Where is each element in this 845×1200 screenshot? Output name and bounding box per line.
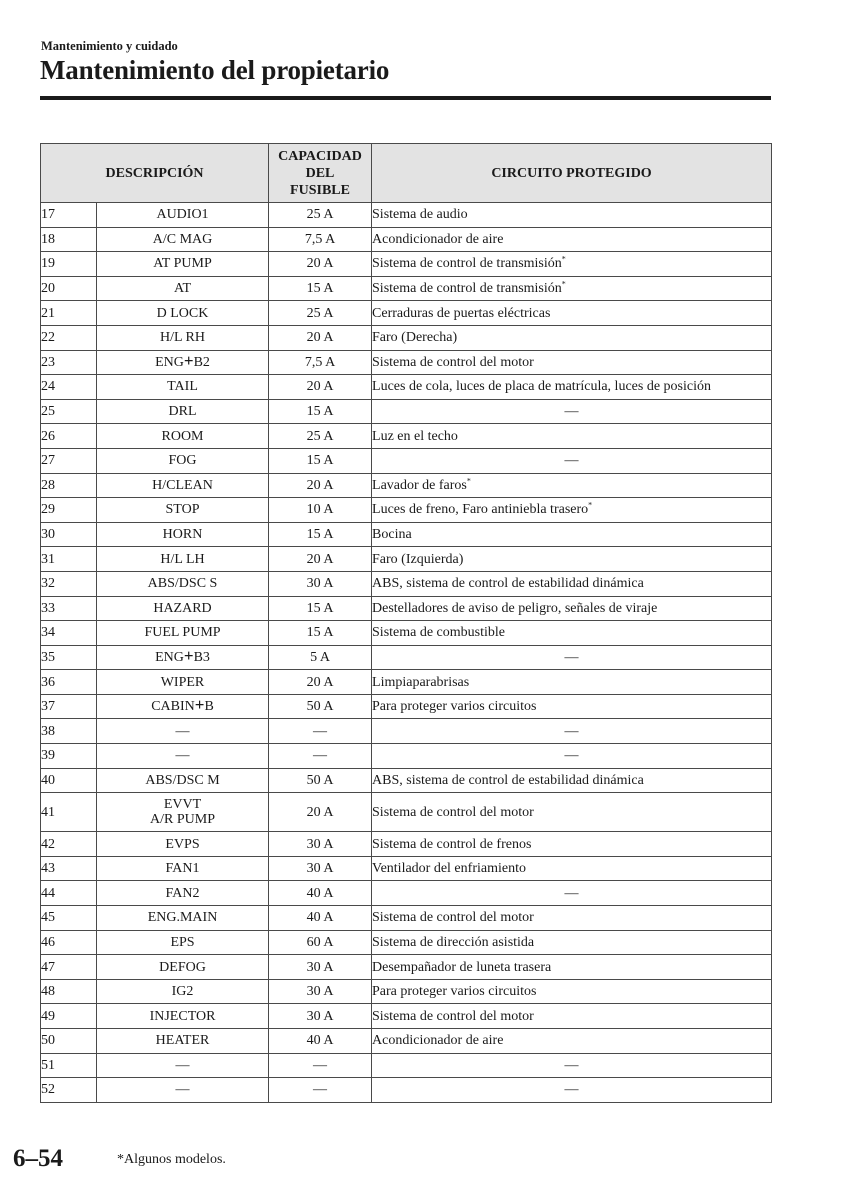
fuse-capacity: 5 A [269,645,372,670]
protected-circuit [372,350,772,375]
capacity-header-line: CAPACIDAD [278,148,362,164]
table-row [41,203,772,228]
protected-circuit [372,744,772,769]
fuse-number: 33 [41,596,97,621]
table-row [41,881,772,906]
fuse-number: 29 [41,498,97,523]
protected-circuit-text: — [564,723,579,739]
fuse-description-prefix: ENG [155,649,184,665]
fuse-number: 48 [41,979,97,1004]
fuse-capacity: 30 A [269,979,372,1004]
table-row [41,768,772,793]
protected-circuit [372,276,772,301]
fuse-number: 21 [41,301,97,326]
fuse-capacity: 30 A [269,856,372,881]
fuse-capacity: 20 A [269,375,372,400]
table-row [41,979,772,1004]
fuse-description [97,694,269,719]
fuse-description-suffix: B2 [193,354,210,370]
fuse-number: 46 [41,930,97,955]
protected-circuit [372,645,772,670]
protected-circuit-text: Ventilador del enfriamiento [372,861,526,877]
plus-icon: + [183,645,194,665]
fuse-capacity: 20 A [269,473,372,498]
fuse-capacity: 25 A [269,424,372,449]
fuse-capacity: 40 A [269,1029,372,1054]
protected-circuit-text: — [564,748,579,764]
table-row [41,793,772,832]
fuse-number: 50 [41,1029,97,1054]
fuse-capacity: 10 A [269,498,372,523]
fuse-number: 49 [41,1004,97,1029]
protected-circuit-text: ABS, sistema de control de estabilidad dinámica [372,576,644,592]
table-row [41,1004,772,1029]
protected-circuit [372,621,772,646]
protected-circuit-text: — [564,1057,579,1073]
fuse-capacity: 50 A [269,694,372,719]
table-row [41,375,772,400]
fuse-description: IG2 [97,979,269,1004]
protected-circuit-text: Sistema de audio [372,207,468,223]
protected-circuit [372,571,772,596]
fuse-description: TAIL [97,375,269,400]
protected-circuit-text: Faro (Derecha) [372,330,458,346]
fuse-description: FOG [97,448,269,473]
protected-circuit-text: Sistema de control del motor [372,1008,534,1024]
table-row [41,670,772,695]
table-row [41,571,772,596]
fuse-description-suffix: B3 [193,649,210,665]
fuse-capacity: 60 A [269,930,372,955]
fuse-number: 20 [41,276,97,301]
fuse-number: 31 [41,547,97,572]
fuse-description: H/L RH [97,325,269,350]
fuse-capacity: 25 A [269,203,372,228]
fuse-description: ABS/DSC M [97,768,269,793]
fuse-description: A/C MAG [97,227,269,252]
fuse-capacity: 15 A [269,276,372,301]
fuse-number: 27 [41,448,97,473]
plus-icon: + [183,350,194,370]
table-row [41,930,772,955]
fuse-capacity: 40 A [269,906,372,931]
protected-circuit [372,399,772,424]
fuse-capacity: 20 A [269,252,372,277]
fuse-capacity: 15 A [269,596,372,621]
protected-circuit-text: Sistema de control del motor [372,804,534,820]
fuse-capacity: 30 A [269,1004,372,1029]
table-row [41,1078,772,1103]
protected-circuit-text: Lavador de faros [372,477,467,493]
fuse-description-line: A/R PUMP [150,812,215,828]
fuse-description: FAN2 [97,881,269,906]
protected-circuit [372,473,772,498]
protected-circuit-text: Sistema de control de transmisión [372,256,562,272]
fuse-description: AT PUMP [97,252,269,277]
fuse-number: 34 [41,621,97,646]
protected-circuit [372,1078,772,1103]
table-row [41,744,772,769]
fuse-description: EVPS [97,832,269,857]
fuse-number: 17 [41,203,97,228]
protected-circuit [372,227,772,252]
table-row [41,645,772,670]
fuse-description: HEATER [97,1029,269,1054]
fuse-capacity: 7,5 A [269,350,372,375]
fuse-description: AT [97,276,269,301]
fuse-number: 42 [41,832,97,857]
protected-circuit-text: Cerraduras de puertas eléctricas [372,305,551,321]
table-row [41,547,772,572]
protected-circuit-text: Limpiaparabrisas [372,674,470,690]
fuse-number: 37 [41,694,97,719]
fuse-table-body [41,203,772,1103]
fuse-capacity: — [269,1053,372,1078]
protected-circuit-text: Sistema de dirección asistida [372,934,535,950]
section-label: Mantenimiento y cuidado [41,39,178,53]
fuse-capacity: 20 A [269,793,372,832]
fuse-capacity: 15 A [269,448,372,473]
protected-circuit [372,522,772,547]
fuse-number: 45 [41,906,97,931]
protected-circuit-text: Sistema de control de transmisión [372,281,562,297]
protected-circuit [372,596,772,621]
protected-circuit [372,979,772,1004]
capacity-header-line: FUSIBLE [290,182,350,198]
capacity-header-line: DEL [305,165,335,181]
fuse-number: 25 [41,399,97,424]
protected-circuit [372,793,772,832]
fuse-capacity: 20 A [269,325,372,350]
table-row [41,621,772,646]
protected-circuit [372,301,772,326]
fuse-capacity: 30 A [269,955,372,980]
fuse-number: 32 [41,571,97,596]
table-row [41,498,772,523]
fuse-description: FUEL PUMP [97,621,269,646]
plus-icon: + [194,695,205,715]
fuse-capacity: 20 A [269,547,372,572]
protected-circuit [372,375,772,400]
fuse-number: 40 [41,768,97,793]
protected-circuit-text: — [564,404,579,420]
table-row [41,227,772,252]
column-header-capacity [269,144,372,203]
fuse-description: ABS/DSC S [97,571,269,596]
protected-circuit-text: Sistema de control del motor [372,910,534,926]
protected-circuit-text: Luz en el techo [372,428,458,444]
fuse-description-prefix: ENG [155,354,184,370]
protected-circuit [372,906,772,931]
table-row [41,955,772,980]
table-row [41,252,772,277]
fuse-capacity: 15 A [269,522,372,547]
fuse-description [97,350,269,375]
protected-circuit [372,547,772,572]
table-row [41,719,772,744]
fuse-number: 22 [41,325,97,350]
table-row [41,832,772,857]
fuse-number: 36 [41,670,97,695]
table-row [41,325,772,350]
protected-circuit-text: Sistema de control de frenos [372,836,532,852]
protected-circuit-text: Sistema de control del motor [372,354,534,370]
protected-circuit [372,670,772,695]
protected-circuit [372,930,772,955]
protected-circuit [372,881,772,906]
table-row [41,1053,772,1078]
fuse-number: 19 [41,252,97,277]
protected-circuit-text: Acondicionador de aire [372,1033,504,1049]
fuse-description: DEFOG [97,955,269,980]
fuse-capacity: 50 A [269,768,372,793]
fuse-number: 39 [41,744,97,769]
fuse-table [40,143,772,1103]
fuse-description: H/CLEAN [97,473,269,498]
protected-circuit-text: Sistema de combustible [372,625,505,641]
table-header-row [41,144,772,203]
page-title: Mantenimiento del propietario [40,55,390,85]
protected-circuit [372,955,772,980]
protected-circuit [372,719,772,744]
protected-circuit [372,498,772,523]
protected-circuit-text: Faro (Izquierda) [372,551,464,567]
footnote-marker: * [561,279,566,289]
fuse-description: — [97,1078,269,1103]
footnote-marker: * [466,476,471,486]
table-row [41,1029,772,1054]
fuse-description: ROOM [97,424,269,449]
table-row [41,399,772,424]
table-row [41,276,772,301]
protected-circuit [372,856,772,881]
fuse-number: 23 [41,350,97,375]
protected-circuit-text: Para proteger varios circuitos [372,699,537,715]
table-row [41,522,772,547]
fuse-number: 38 [41,719,97,744]
protected-circuit-text: — [564,453,579,469]
page-number: 6–54 [13,1145,63,1172]
fuse-description: ENG.MAIN [97,906,269,931]
fuse-number: 26 [41,424,97,449]
table-row [41,424,772,449]
protected-circuit-text: ABS, sistema de control de estabilidad dinámica [372,772,644,788]
protected-circuit-text: Acondicionador de aire [372,231,504,247]
protected-circuit [372,448,772,473]
protected-circuit [372,768,772,793]
protected-circuit-text: — [564,885,579,901]
protected-circuit [372,325,772,350]
table-row [41,596,772,621]
fuse-capacity: — [269,1078,372,1103]
fuse-description: DRL [97,399,269,424]
protected-circuit [372,252,772,277]
fuse-description: AUDIO1 [97,203,269,228]
fuse-description: — [97,1053,269,1078]
table-row [41,906,772,931]
footnote-marker: * [561,254,566,264]
fuse-description [97,645,269,670]
fuse-capacity: 15 A [269,621,372,646]
fuse-description [97,793,269,832]
fuse-capacity: — [269,744,372,769]
table-row [41,694,772,719]
fuse-description: H/L LH [97,547,269,572]
table-row [41,301,772,326]
table-row [41,856,772,881]
protected-circuit [372,1029,772,1054]
fuse-number: 41 [41,793,97,832]
protected-circuit-text: — [564,1082,579,1098]
protected-circuit-text: Destelladores de aviso de peligro, señales de viraje [372,600,658,616]
protected-circuit-text: — [564,649,579,665]
fuse-capacity: 30 A [269,571,372,596]
fuse-number: 24 [41,375,97,400]
protected-circuit-text: Desempañador de luneta trasera [372,959,552,975]
fuse-description-prefix: CABIN [151,699,195,715]
fuse-description: INJECTOR [97,1004,269,1029]
fuse-capacity: 40 A [269,881,372,906]
fuse-number: 51 [41,1053,97,1078]
fuse-number: 18 [41,227,97,252]
fuse-capacity: — [269,719,372,744]
title-rule [40,96,771,100]
protected-circuit-text: Luces de cola, luces de placa de matrícula, luces de posición [372,379,711,395]
fuse-description: — [97,719,269,744]
fuse-description: HAZARD [97,596,269,621]
fuse-capacity: 15 A [269,399,372,424]
fuse-capacity: 30 A [269,832,372,857]
protected-circuit-text: Para proteger varios circuitos [372,984,537,1000]
fuse-description: STOP [97,498,269,523]
fuse-description: HORN [97,522,269,547]
table-row [41,448,772,473]
fuse-number: 30 [41,522,97,547]
fuse-number: 43 [41,856,97,881]
protected-circuit [372,1004,772,1029]
fuse-description: D LOCK [97,301,269,326]
fuse-description: — [97,744,269,769]
fuse-number: 47 [41,955,97,980]
fuse-description: EPS [97,930,269,955]
fuse-description-suffix: B [204,699,214,715]
fuse-number: 44 [41,881,97,906]
protected-circuit-text: Bocina [372,527,412,543]
protected-circuit [372,1053,772,1078]
protected-circuit [372,694,772,719]
fuse-number: 28 [41,473,97,498]
protected-circuit [372,832,772,857]
table-row [41,350,772,375]
fuse-description-line: EVVT [163,797,202,813]
fuse-description: WIPER [97,670,269,695]
fuse-description: FAN1 [97,856,269,881]
footnote-marker: * [588,500,593,510]
table-row [41,473,772,498]
fuse-capacity: 25 A [269,301,372,326]
protected-circuit [372,424,772,449]
column-header-circuit: CIRCUITO PROTEGIDO [372,144,772,203]
protected-circuit [372,203,772,228]
protected-circuit-text: Luces de freno, Faro antiniebla trasero [372,502,589,518]
fuse-capacity: 20 A [269,670,372,695]
fuse-number: 52 [41,1078,97,1103]
fuse-capacity: 7,5 A [269,227,372,252]
fuse-number: 35 [41,645,97,670]
column-header-description: DESCRIPCIÓN [41,144,269,203]
footnote: *Algunos modelos. [117,1152,226,1167]
